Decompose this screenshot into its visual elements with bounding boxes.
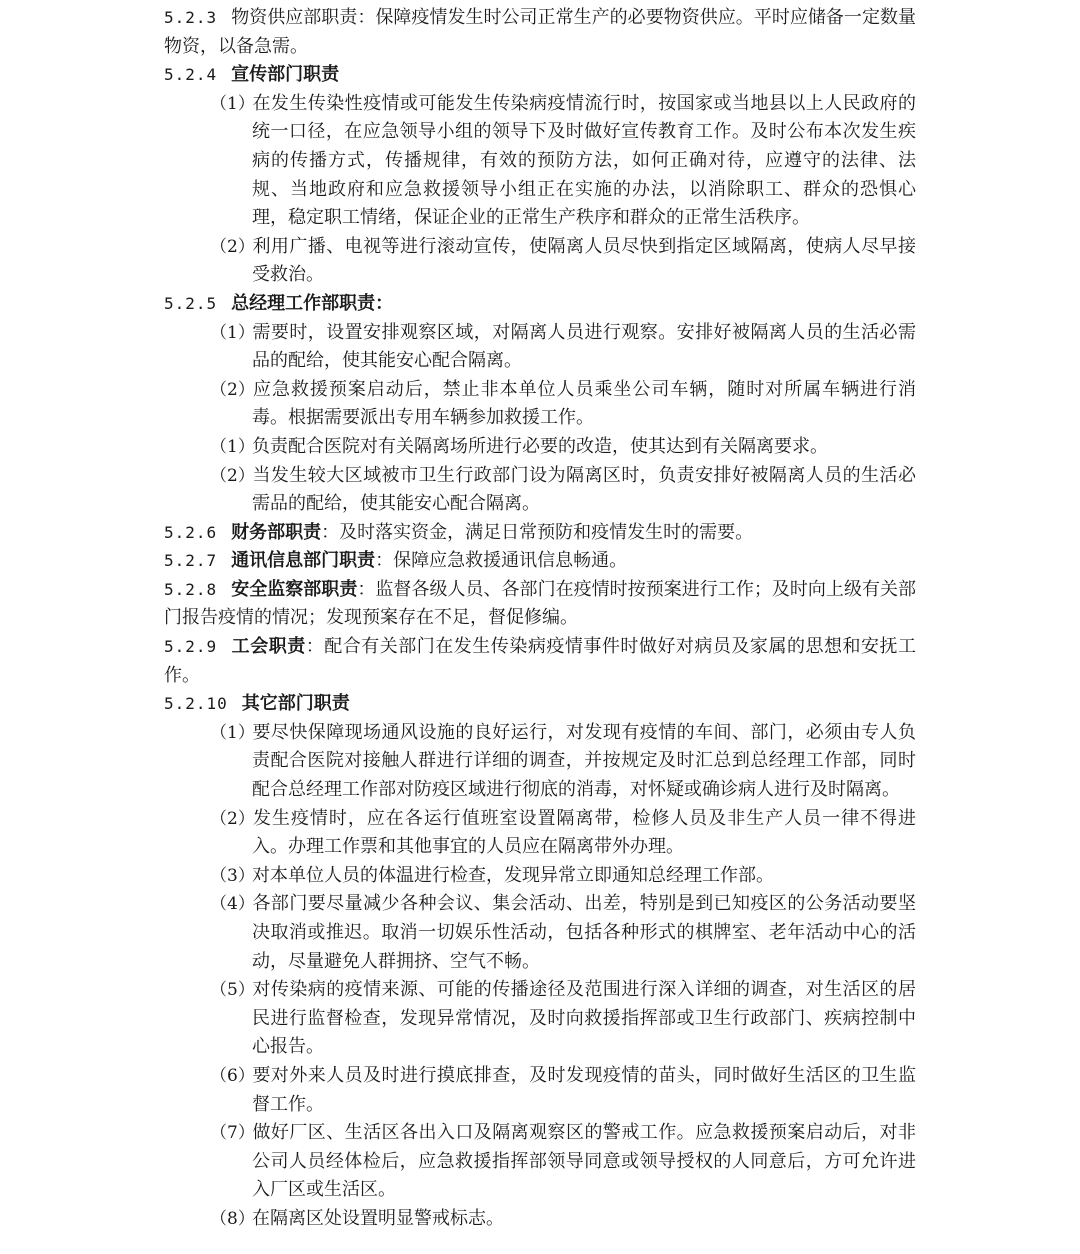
section-text: ：及时落实资金，满足日常预防和疫情发生时的需要。: [321, 521, 754, 543]
section-5-2-8: [164, 576, 916, 633]
item-text: 利用广播、电视等进行滚动宣传，使隔离人员尽快到指定区域隔离，使病人尽早接受救治。: [252, 235, 916, 286]
section-heading: 工会职责: [231, 636, 306, 658]
list-item: [164, 719, 916, 805]
item-text: 在隔离区处设置明显警戒标志。: [252, 1207, 504, 1229]
section-text: ：监督各级人员、各部门在疫情时按预案进行工作；及时向上级有关部门报告疫情的情况；发现预案存在不足，督促修编。: [164, 578, 917, 629]
section-text: ：配合有关部门在发生传染病疫情事件时做好对病员及家属的思想和安抚工作。: [164, 636, 916, 686]
section-heading: 总经理工作部职责：: [231, 292, 394, 314]
item-number: （5）: [210, 980, 255, 1001]
item-number: （2）: [210, 379, 255, 400]
item-text: 做好厂区、生活区各出入口及隔离观察区的警戒工作。应急救援预案启动后，对非公司人员经体检后，应急救援指挥部领导同意或领导授权的人同意后，方可允许进入厂区或生活区。: [252, 1122, 916, 1201]
item-text: 需要时，设置安排观察区域，对隔离人员进行观察。安排好被隔离人员的生活必需品的配给，使其能安心配合隔离。: [252, 321, 916, 372]
section-number: 5.2.4: [164, 65, 218, 85]
list-item: [164, 1205, 916, 1234]
section-heading: 其它部门职责: [241, 693, 350, 715]
list-item: [164, 862, 916, 891]
item-text: 对本单位人员的体温进行检查，发现异常立即通知总经理工作部。: [252, 864, 774, 886]
section-heading: 宣传部门职责: [231, 64, 340, 86]
section-heading: 通讯信息部门职责: [231, 550, 376, 572]
section-5-2-5-heading: [164, 290, 916, 319]
item-number: （2）: [210, 236, 255, 257]
section-heading: 安全监察部职责: [231, 578, 358, 600]
item-text: 对传染病的疫情来源、可能的传播途径及范围进行深入详细的调查，对生活区的居民进行监督检查，发现异常情况，及时向救援指挥部或卫生行政部门、疾病控制中心报告。: [252, 979, 916, 1058]
item-text: 发生疫情时，应在各运行值班室设置隔离带，检修人员及非生产人员一律不得进入。办理工作票和其他事宜的人员应在隔离带外办理。: [252, 807, 916, 858]
item-number: （1）: [210, 322, 255, 343]
item-number: （8）: [210, 1208, 255, 1229]
list-item: [164, 976, 916, 1062]
section-5-2-9: [164, 633, 916, 690]
section-number: 5.2.6: [164, 522, 218, 542]
list-item: [164, 462, 916, 519]
list-item: [164, 376, 916, 433]
list-item: [164, 1119, 916, 1205]
item-text: 负责配合医院对有关隔离场所进行必要的改造，使其达到有关隔离要求。: [252, 435, 828, 457]
item-number: （2）: [210, 808, 255, 829]
item-text: 要尽快保障现场通风设施的良好运行，对发现有疫情的车间、部门，必须由专人负责配合医院对接触人群进行详细的调查，并按规定及时汇总到总经理工作部，同时配合总经理工作部对防疫区域进行彻底的消毒，对怀疑或确诊病人进行及时隔离。: [252, 721, 916, 801]
section-heading: 财务部职责: [231, 521, 322, 543]
item-number: （1）: [210, 93, 255, 114]
item-text: 各部门要尽量减少各种会议、集会活动、出差，特别是到已知疫区的公务活动要坚决取消或推迟。取消一切娱乐性活动，包括各种形式的棋牌室、老年活动中心的活动，尽量避免人群拥挤、空气不畅。: [252, 893, 916, 972]
item-text: 应急救援预案启动后，禁止非本单位人员乘坐公司车辆，随时对所属车辆进行消毒。根据需要派出专用车辆参加救援工作。: [252, 378, 916, 429]
section-number: 5.2.9: [164, 637, 218, 657]
section-text: ：保障应急救援通讯信息畅通。: [375, 550, 628, 572]
list-item: [164, 90, 916, 233]
section-number: 5.2.5: [164, 293, 218, 313]
section-5-2-10-heading: [164, 690, 916, 719]
section-number: 5.2.8: [164, 579, 218, 599]
list-item: [164, 805, 916, 862]
item-number: （2）: [210, 465, 255, 486]
list-item: [164, 233, 916, 290]
section-5-2-6: [164, 519, 916, 548]
item-number: （1）: [210, 436, 255, 457]
item-number: （7）: [210, 1123, 255, 1144]
document-page: [164, 4, 916, 1234]
item-text: 当发生较大区域被市卫生行政部门设为隔离区时，负责安排好被隔离人员的生活必需品的配给，使其能安心配合隔离。: [252, 464, 916, 515]
section-number: 5.2.3: [164, 8, 218, 27]
section-5-2-7: [164, 547, 916, 576]
item-number: （1）: [210, 722, 255, 743]
section-5-2-4-heading: [164, 61, 916, 90]
item-number: （3）: [210, 865, 255, 886]
item-text: 在发生传染性疫情或可能发生传染病疫情流行时，按国家或当地县以上人民政府的统一口径，在应急领导小组的领导下及时做好宣传教育工作。及时公布本次发生疾病的传播方式，传播规律，有效的预防方法，如何正确对待，应遵守的法律、法规、当地政府和应急救援领导小组正在实施的办法，以消除职工、群众的恐惧心理，稳定职工情绪，保证企业的正常生产秩序和群众的正常生活秩序。: [252, 92, 916, 229]
item-text: 要对外来人员及时进行摸底排查，及时发现疫情的苗头，同时做好生活区的卫生监督工作。: [252, 1064, 916, 1115]
section-text: 物资供应部职责：保障疫情发生时公司正常生产的必要物资供应。平时应储备一定数量物资，以备急需。: [164, 7, 916, 57]
list-item: [164, 1062, 916, 1119]
section-number: 5.2.10: [164, 694, 228, 714]
section-number: 5.2.7: [164, 551, 218, 571]
list-item: [164, 890, 916, 976]
item-number: （6）: [210, 1065, 255, 1086]
item-number: （4）: [210, 894, 255, 915]
list-item: [164, 319, 916, 376]
section-5-2-3: [164, 4, 916, 61]
list-item: [164, 433, 916, 462]
